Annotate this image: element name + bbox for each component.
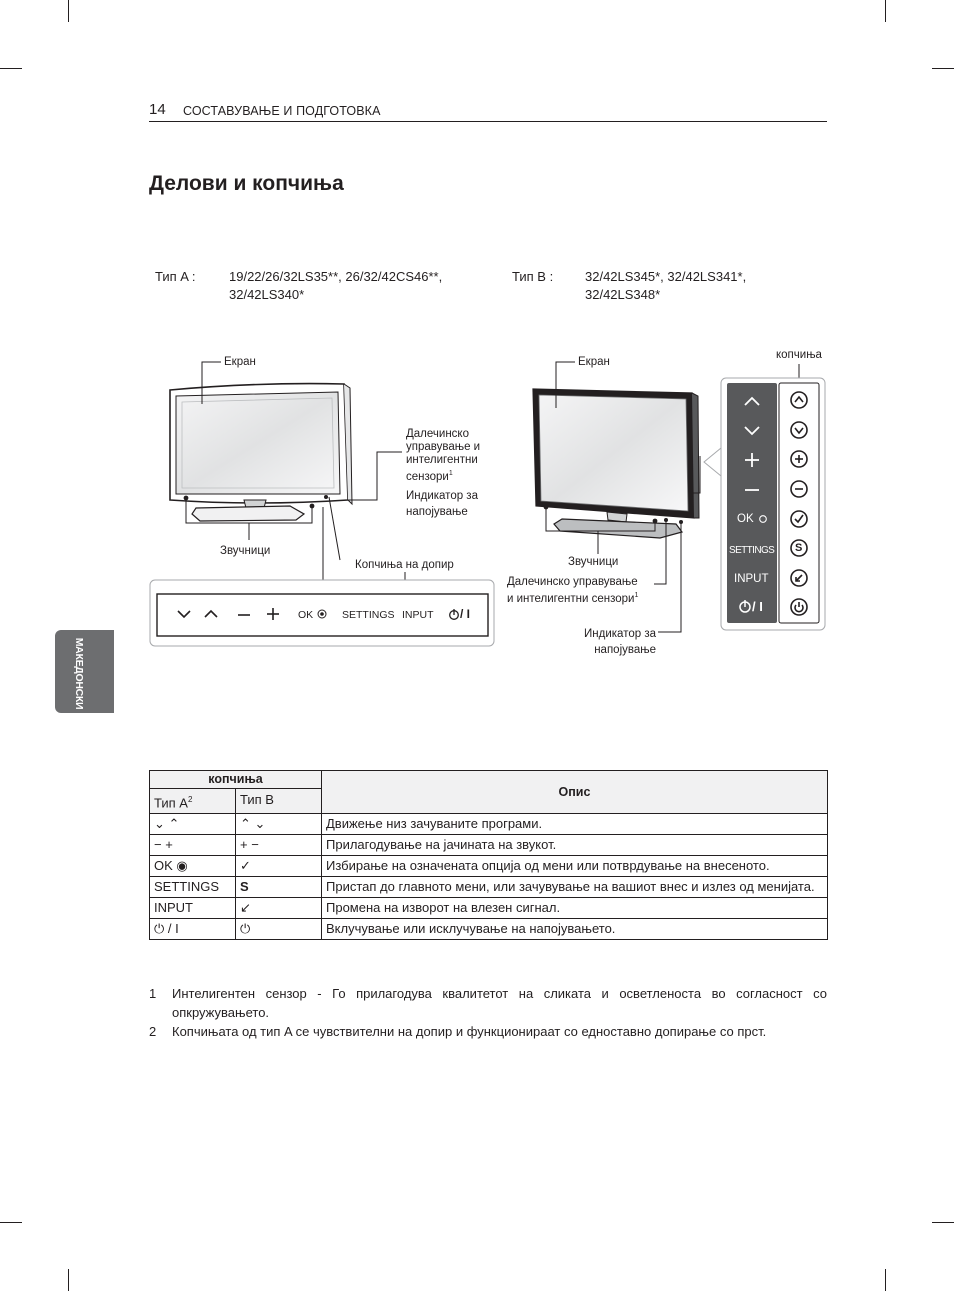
type-b-cell: ⌃ ⌄ (236, 814, 322, 835)
type-b-cell: ⏻ (236, 919, 322, 940)
type-b-models-line1: 32/42LS345*, 32/42LS341*, (585, 269, 747, 284)
touch-settings-button: SETTINGS (342, 609, 395, 621)
desc-cell: Вклучување или исклучување на напојувањето. (322, 919, 828, 940)
footnote (149, 984, 827, 1022)
type-b-cell: + − (236, 835, 322, 856)
tv-a-remote-sensor-line2: управување и (406, 441, 481, 453)
table-col-type-b: Тип B (236, 789, 322, 814)
table-row (150, 919, 828, 940)
type-a-header-text: Тип A (154, 795, 188, 811)
type-a-models-line2: 32/42LS340* (229, 287, 305, 302)
panel-settings-button: SETTINGS (729, 545, 775, 556)
desc-cell: Промена на изворот на влезен сигнал. (322, 898, 828, 919)
desc-cell: Движење низ зачуваните програми. (322, 814, 828, 835)
tv-a-remote-sensor-line1: Далечинско (406, 428, 469, 440)
panel-input-button: INPUT (734, 573, 769, 585)
table-group-header: копчиња (150, 771, 322, 789)
type-b-cell: S (236, 877, 322, 898)
panel-s-icon: S (795, 542, 803, 554)
footnote-text: Интелигентен сензор - Го прилагодува квалитетот на сликата и осветленоста во согласност со опкружувањето. (172, 986, 827, 1020)
tv-a-screen-label: Екран (224, 356, 256, 368)
section-title: СОСТАВУВАЊЕ И ПОДГОТОВКА (183, 104, 381, 118)
tv-a-power-indicator-line2: напојување (406, 506, 468, 518)
table-row (150, 814, 828, 835)
panel-ok-button: OK (737, 513, 754, 525)
type-a-cell: ⏻ / I (150, 919, 236, 940)
tv-b-remote-sensor-line2 (507, 589, 638, 606)
type-a-label: Тип A : (155, 269, 196, 284)
tv-a-remote-sensor-line3: интелигентни (406, 454, 478, 466)
buttons-table (149, 770, 828, 940)
tv-b-power-indicator-line2: напојување (594, 644, 656, 656)
crop-mark (932, 1222, 954, 1223)
type-a-models-line1: 19/22/26/32LS35**, 26/32/42CS46**, (229, 269, 443, 284)
page-title: Делови и копчиња (149, 172, 344, 195)
page-number: 14 (149, 101, 166, 118)
type-b-cell: ✓ (236, 856, 322, 877)
tv-b-speakers-label: Звучници (568, 556, 619, 568)
tv-a-remote-sensor-word: сензори (406, 470, 449, 483)
tv-a-power-indicator-line1: Индикатор за (406, 490, 478, 502)
type-b-models-line2: 32/42LS348* (585, 287, 661, 302)
desc-cell: Прилагодување на јачината на звукот. (322, 835, 828, 856)
crop-mark (68, 1269, 69, 1291)
language-tab-label: МАКЕДОНСКИ (73, 637, 85, 710)
footnote (149, 1022, 827, 1041)
tv-b-illustration (533, 389, 699, 538)
desc-cell: Пристап до главното мени, или зачувување на вашиот внес и излез од менијата. (322, 877, 828, 898)
tv-a-touch-buttons-label: Копчиња на допир (355, 559, 454, 571)
table-col-type-a (150, 789, 236, 814)
tv-b-remote-sensor-words: и интелигентни сензори (507, 592, 635, 605)
table-desc-header: Опис (322, 771, 828, 814)
footnote-ref: 1 (634, 592, 639, 599)
tv-b-remote-sensor-label (507, 576, 638, 606)
desc-cell: Избирање на означената опција од мени или потврдување на внесеното. (322, 856, 828, 877)
tv-b-remote-sensor-line1: Далечинско управување (507, 576, 638, 588)
type-a-cell: − + (150, 835, 236, 856)
footnote-number: 2 (149, 1024, 157, 1039)
touch-input-button: INPUT (402, 609, 434, 621)
tv-a-speakers-label: Звучници (220, 545, 271, 557)
touch-power-button: / I (460, 607, 471, 621)
type-a-cell: ⌄ ⌃ (150, 814, 236, 835)
tv-b-buttons-label: копчиња (776, 349, 822, 361)
footnote-text: Копчињата од тип A се чувствителни на допир и функционираат со едноставно допирање со прст. (172, 1024, 767, 1039)
panel-power-button: / I (752, 599, 763, 614)
type-b-label: Тип B : (512, 269, 554, 284)
table-row (150, 877, 828, 898)
table-row (150, 898, 828, 919)
tv-b-screen-label: Екран (578, 356, 610, 368)
tv-b-power-indicator-label (577, 626, 656, 658)
footnote-ref: 2 (187, 795, 193, 804)
type-a-cell: OK ◉ (150, 856, 236, 877)
touch-ok-button: OK (298, 609, 314, 621)
footnote-number: 1 (149, 986, 157, 1001)
crop-mark (0, 1222, 22, 1223)
table-row (150, 835, 828, 856)
table-row (150, 856, 828, 877)
footnotes (149, 984, 827, 1041)
type-a-cell: SETTINGS (150, 877, 236, 898)
crop-mark (885, 1269, 886, 1291)
type-a-cell: INPUT (150, 898, 236, 919)
physical-button-panel (704, 378, 825, 630)
type-b-cell: ↙ (236, 898, 322, 919)
footnote-ref: 1 (448, 470, 453, 477)
tv-b-power-indicator-line1: Индикатор за (584, 628, 656, 640)
